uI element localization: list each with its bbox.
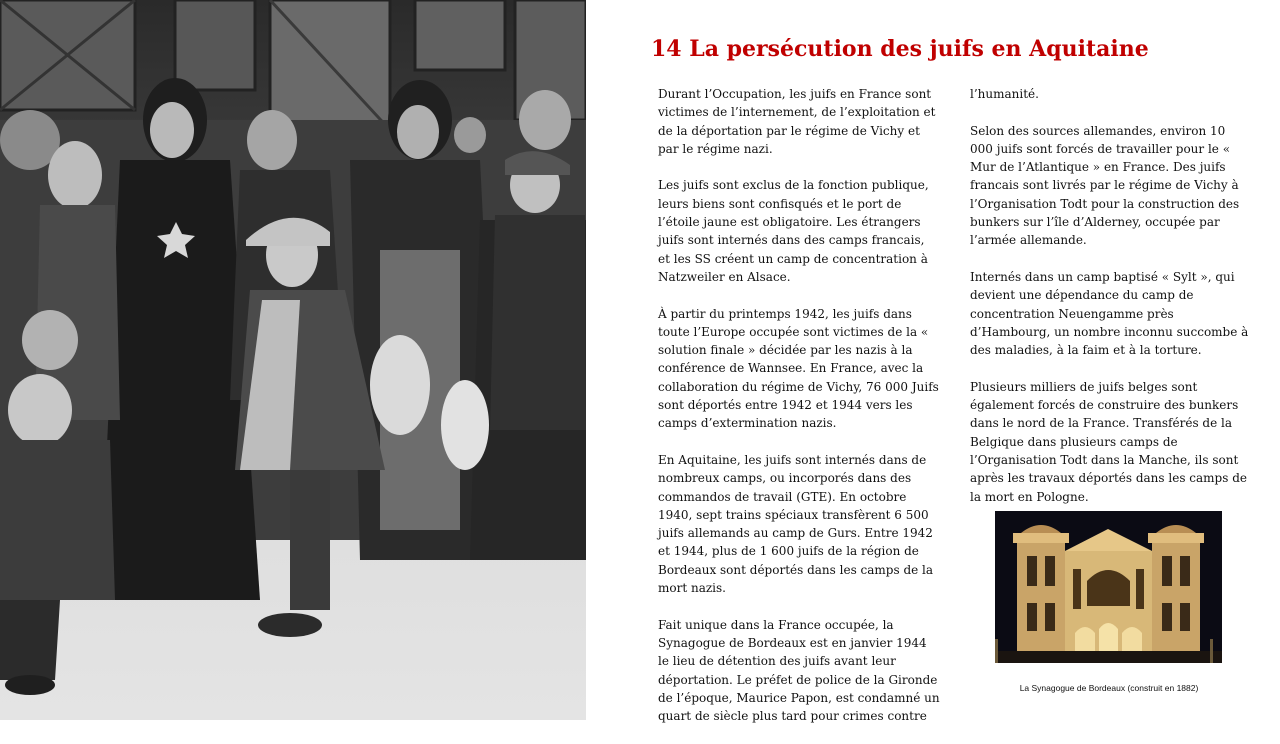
synagogue-photo xyxy=(995,511,1222,663)
paragraph-exclusion: Les juifs sont exclus de la fonction publique, leurs biens sont confisqués et le port de l’étoile jaune est obligatoire. Les étrangers juifs sont internés dans des camps francais, et les SS créent un camp de concentration à Natzweiler en Alsace. xyxy=(658,178,929,284)
synagogue-caption: La Synagogue de Bordeaux (construit en 1882) xyxy=(1019,683,1199,693)
paragraph-mur-atlantique: Selon des sources allemandes, environ 10 000 juifs sont forcés de travailler pour le « Mur de l’Atlantique » en France. Des juifs francais sont livrés par le régime de Vichy à l’Organisation Todt pour la construction des bunkers sur l’île d’Alderney, occupée par l’armée allemande. xyxy=(970,123,1240,248)
text-column-right xyxy=(970,85,1250,524)
historical-photo-deportation xyxy=(0,0,586,720)
paragraph-continuation: l’humanité. xyxy=(970,87,1039,101)
paragraph-synagogue: Fait unique dans la France occupée, la Synagogue de Bordeaux est en janvier 1944 le lieu de détention des juifs avant leur déportation. Le préfet de police de la Gironde de l’époque, Maurice Papon, est condamné un quart de siècle plus tard pour crimes contre xyxy=(658,617,940,724)
paragraph-aquitaine: En Aquitaine, les juifs sont internés dans de nombreux camps, ou incorporés dans des commandos de travail (GTE). En octobre 1940, sept trains spéciaux transfèrent 6 500 juifs allemands au camp de Gurs. Entre 1942 et 1944, plus de 1 600 juifs de la région de Bordeaux sont déportés dans les camps de la mort nazis. xyxy=(658,452,934,596)
slide-title: 14 La persécution des juifs en Aquitaine xyxy=(651,36,1149,62)
paragraph-occupation: Durant l’Occupation, les juifs en France sont victimes de l’internement, de l’exploitation et de la déportation par le régime de Vichy et par le régime nazi. xyxy=(658,87,936,156)
paragraph-juifs-belges: Plusieurs milliers de juifs belges sont également forcés de construire des bunkers dans le nord de la France. Transférés de la Belgique dans plusieurs camps de l’Organisation Todt dans la Manche, ils sont après les travaux déportés dans les camps de la mort en Pologne. xyxy=(970,379,1247,504)
text-column-left xyxy=(658,85,940,744)
paragraph-sylt: Internés dans un camp baptisé « Sylt », qui devient une dépendance du camp de concentration Neuengamme près d’Hambourg, un nombre inconnu succombe à des maladies, à la faim et à la torture. xyxy=(970,269,1249,358)
paragraph-solution-finale: À partir du printemps 1942, les juifs dans toute l’Europe occupée sont victimes de la « solution finale » décidée par les nazis à la conférence de Wannsee. En France, avec la collaboration du régime de Vichy, 76 000 Juifs sont déportés entre 1942 et 1944 vers les camps d’extermination nazis. xyxy=(658,306,939,431)
